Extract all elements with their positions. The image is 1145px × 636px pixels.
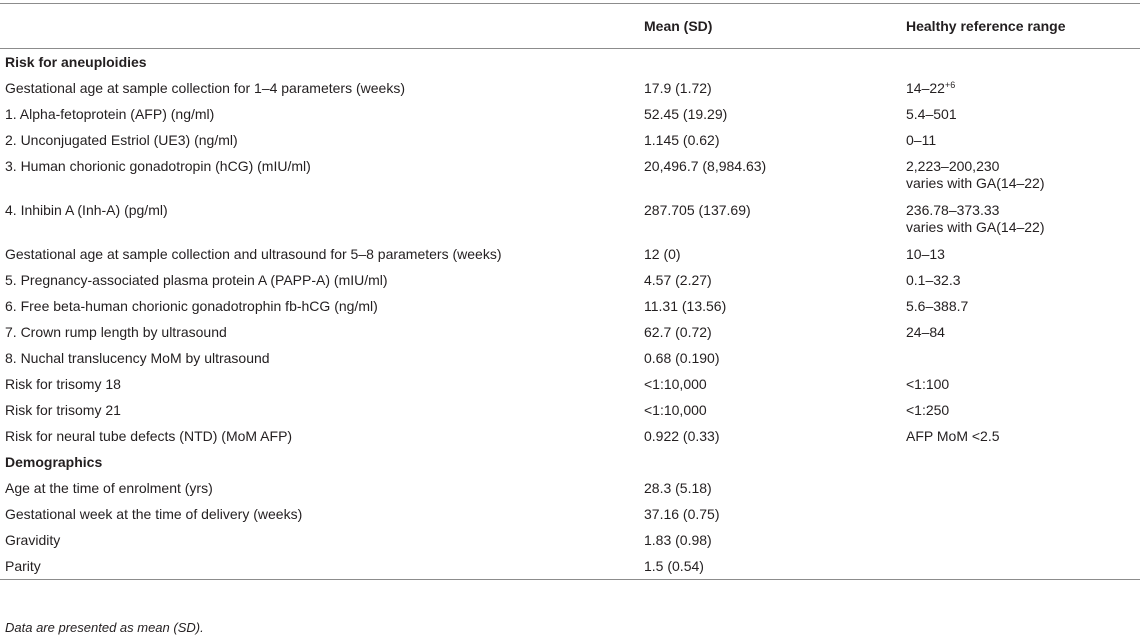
- row-label: 2. Unconjugated Estriol (UE3) (ng/ml): [5, 132, 238, 148]
- table-row: [0, 75, 1140, 101]
- row-label: 3. Human chorionic gonadotropin (hCG) (mIU/ml): [5, 158, 311, 174]
- row-mean: 37.16 (0.75): [644, 506, 720, 522]
- table-row: [0, 267, 1140, 293]
- row-label: 5. Pregnancy-associated plasma protein A (PAPP-A) (mIU/ml): [5, 272, 388, 288]
- section-title: Demographics: [5, 454, 103, 470]
- data-table-container: [0, 3, 1140, 580]
- row-mean: 62.7 (0.72): [644, 324, 712, 340]
- row-label: Gestational age at sample collection and ultrasound for 5–8 parameters (weeks): [5, 246, 502, 262]
- table-row: [0, 197, 1140, 241]
- table-row: [0, 527, 1140, 553]
- range-superscript: +6: [944, 80, 956, 90]
- row-mean: <1:10,000: [644, 376, 707, 392]
- table-row: [0, 371, 1140, 397]
- row-range: [906, 527, 1140, 553]
- row-label: Gravidity: [5, 532, 61, 548]
- data-table: [0, 3, 1140, 580]
- table-row: [0, 397, 1140, 423]
- row-mean: 12 (0): [644, 246, 681, 262]
- header-parameter: [0, 4, 644, 49]
- row-range: [906, 153, 1140, 197]
- row-label: 7. Crown rump length by ultrasound: [5, 324, 227, 340]
- row-label: Risk for trisomy 18: [5, 376, 121, 392]
- table-row: [0, 501, 1140, 527]
- row-label: 6. Free beta-human chorionic gonadotrophin fb-hCG (ng/ml): [5, 298, 378, 314]
- table-row: [0, 475, 1140, 501]
- row-label: Parity: [0, 553, 644, 580]
- header-mean-sd: Mean (SD): [644, 4, 906, 49]
- row-mean: <1:10,000: [644, 402, 707, 418]
- table-row: [0, 423, 1140, 449]
- row-range: 0–11: [906, 132, 937, 148]
- table-row: [0, 241, 1140, 267]
- row-label: 4. Inhibin A (Inh-A) (pg/ml): [5, 202, 168, 218]
- table-row: [0, 345, 1140, 371]
- row-mean: 0.68 (0.190): [644, 350, 720, 366]
- row-range: [906, 345, 1140, 371]
- table-row: [0, 553, 1140, 580]
- row-label: Age at the time of enrolment (yrs): [5, 480, 213, 496]
- row-mean: 52.45 (19.29): [644, 106, 728, 122]
- row-mean: 0.922 (0.33): [644, 428, 720, 444]
- row-range: 24–84: [906, 324, 945, 340]
- table-row: [0, 293, 1140, 319]
- table-footnote: Data are presented as mean (SD).: [5, 620, 204, 635]
- row-range: [906, 75, 1140, 101]
- table-row: [0, 101, 1140, 127]
- row-mean: 28.3 (5.18): [644, 480, 712, 496]
- range-note: varies with GA(14–22): [906, 175, 1045, 191]
- table-row: [0, 153, 1140, 197]
- row-range: 5.6–388.7: [906, 298, 969, 314]
- row-mean: 17.9 (1.72): [644, 80, 712, 96]
- row-range: <1:250: [906, 402, 950, 418]
- row-mean: 1.5 (0.54): [644, 553, 906, 580]
- row-range: AFP MoM <2.5: [906, 428, 1000, 444]
- table-row: [0, 127, 1140, 153]
- range-value: 2,223–200,230: [906, 158, 1000, 174]
- row-range: [906, 553, 1140, 580]
- row-range: <1:100: [906, 376, 950, 392]
- range-value: 236.78–373.33: [906, 202, 1000, 218]
- range-note: varies with GA(14–22): [906, 219, 1045, 235]
- row-range: 0.1–32.3: [906, 272, 961, 288]
- row-mean: 287.705 (137.69): [644, 202, 751, 218]
- row-mean: 20,496.7 (8,984.63): [644, 158, 767, 174]
- row-range: 10–13: [906, 246, 945, 262]
- section-header-aneuploidies: [0, 49, 1140, 76]
- section-header-demographics: [0, 449, 1140, 475]
- row-range: [906, 501, 1140, 527]
- row-range: [906, 197, 1140, 241]
- range-value: 14–22: [906, 80, 945, 96]
- row-mean: 1.145 (0.62): [644, 132, 720, 148]
- row-label: Risk for trisomy 21: [5, 402, 121, 418]
- section-title: Risk for aneuploidies: [5, 54, 147, 70]
- row-label: Gestational age at sample collection for 1–4 parameters (weeks): [5, 80, 405, 96]
- row-label: Gestational week at the time of delivery (weeks): [5, 506, 303, 522]
- row-mean: 4.57 (2.27): [644, 272, 712, 288]
- row-range: 5.4–501: [906, 106, 957, 122]
- row-label: 1. Alpha-fetoprotein (AFP) (ng/ml): [5, 106, 215, 122]
- row-mean: 11.31 (13.56): [644, 298, 727, 314]
- header-reference-range: Healthy reference range: [906, 4, 1140, 49]
- row-mean: 1.83 (0.98): [644, 532, 712, 548]
- table-row: [0, 319, 1140, 345]
- table-header-row: [0, 4, 1140, 49]
- row-label: 8. Nuchal translucency MoM by ultrasound: [5, 350, 270, 366]
- row-label: Risk for neural tube defects (NTD) (MoM AFP): [5, 428, 293, 444]
- row-range: [906, 475, 1140, 501]
